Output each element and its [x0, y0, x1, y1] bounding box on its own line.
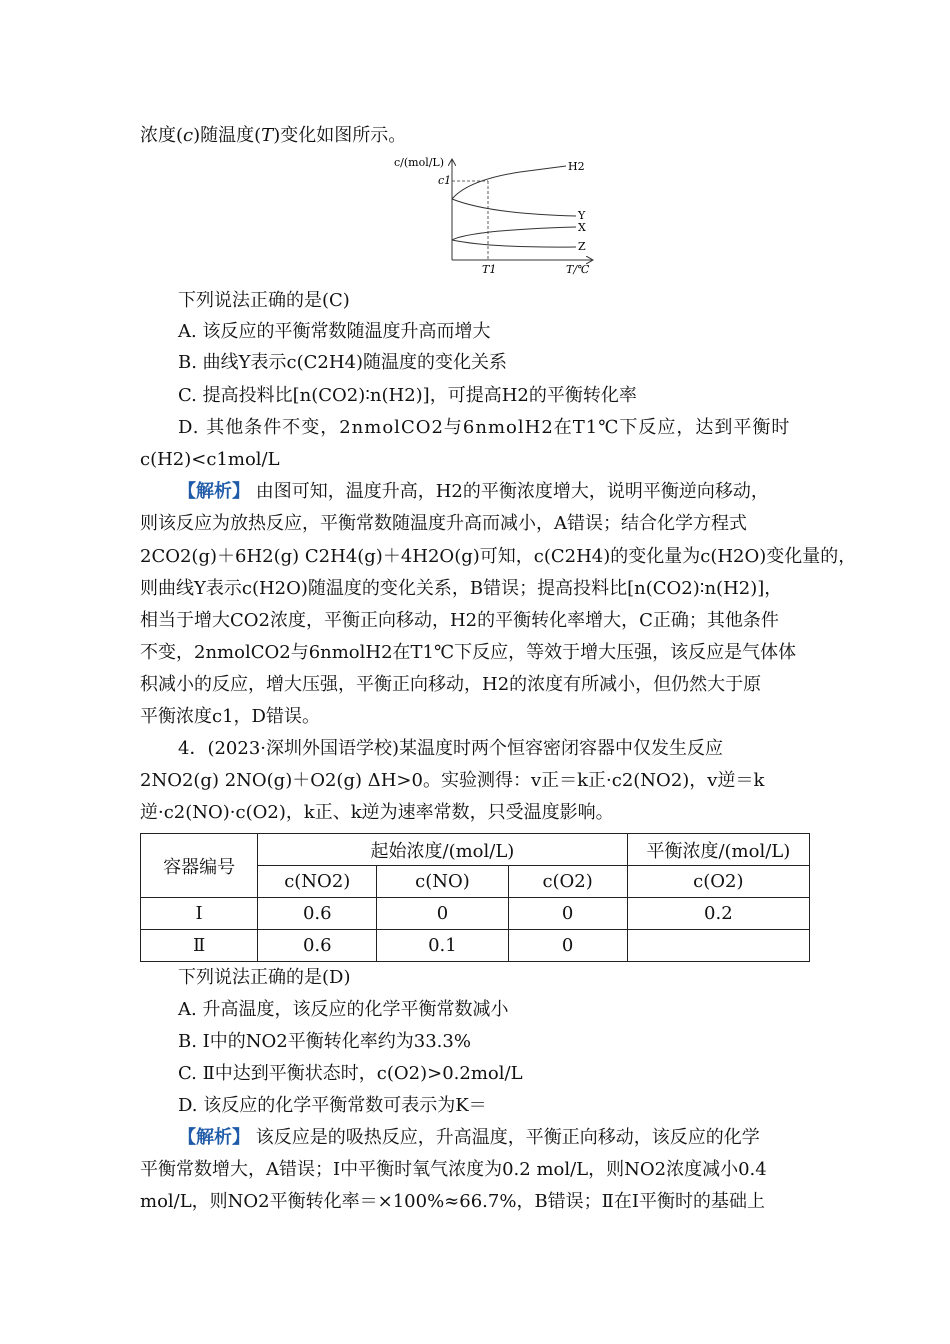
q3-analysis-line6: 不变，2nmolCO2与6nmolH2在T1℃下反应，等效于增大压强，该反应是气体体	[140, 642, 797, 663]
q3-analysis-line8: 平衡浓度c1，D错误。	[140, 706, 320, 727]
q4-stem-line1: 4．(2023·深圳外国语学校)某温度时两个恒容密闭容器中仅发生反应	[178, 738, 724, 759]
curve-x	[452, 227, 576, 240]
th-sub-o2: c(O2)	[508, 866, 627, 898]
q4-option-b: B. Ⅰ中的NO2平衡转化率约为33.3%	[178, 1031, 471, 1052]
th-initial: 起始浓度/(mol/L)	[258, 834, 628, 866]
q4-option-d: D. 该反应的化学平衡常数可表示为K＝	[178, 1095, 487, 1116]
table-row	[141, 930, 810, 962]
cell: 0.6	[258, 898, 377, 930]
q4-analysis-line1	[178, 1126, 760, 1150]
cell: 0.6	[258, 930, 377, 962]
q4-stem-line2: 2NO2(g) 2NO(g)＋O2(g) ΔH>0。实验测得：v正＝k正·c2(NO2)，v逆＝k	[140, 770, 765, 791]
concentration-table	[140, 833, 810, 962]
cell	[627, 930, 809, 962]
q3-analysis-line1	[178, 480, 769, 504]
curve-y	[452, 199, 576, 216]
q3-analysis-line7: 积减小的反应，增大压强，平衡正向移动，H2的浓度有所减小，但仍然大于原	[140, 674, 762, 695]
cell: Ⅰ	[141, 898, 258, 930]
q4-stem: 下列说法正确的是(D)	[178, 967, 351, 988]
cell: 0	[508, 898, 627, 930]
cell: Ⅱ	[141, 930, 258, 962]
q3-option-d-line2: c(H2)<c1mol/L	[140, 449, 280, 470]
q3-analysis-text1: 由图可知，温度升高，H2的平衡浓度增大，说明平衡逆向移动，	[255, 481, 769, 502]
cell: 0.1	[377, 930, 508, 962]
x-axis-label: T/℃	[566, 263, 590, 276]
th-container: 容器编号	[141, 834, 258, 898]
label-z: Z	[578, 240, 586, 253]
q3-analysis-line5: 相当于增大CO2浓度，平衡正向移动，H2的平衡转化率增大，C正确；其他条件	[140, 610, 779, 631]
q3-option-b: B. 曲线Y表示c(C2H4)随温度的变化关系	[178, 352, 508, 373]
cell: 0.2	[627, 898, 809, 930]
q3-option-a: A. 该反应的平衡常数随温度升高而增大	[178, 321, 491, 342]
concentration-temperature-graph	[380, 152, 620, 282]
q3-analysis-line2: 则该反应为放热反应，平衡常数随温度升高而减小，A错误；结合化学方程式	[140, 513, 747, 534]
curve-z	[452, 240, 576, 247]
q3-analysis-line3: 2CO2(g)＋6H2(g) C2H4(g)＋4H2O(g)可知，c(C2H4)的变化量为c(H2O)变化量的，	[140, 546, 857, 567]
t1-label: T1	[482, 263, 497, 276]
intro-text: 浓度(c)随温度(T)变化如图所示。	[140, 125, 407, 146]
q4-analysis-line3: mol/L，则NO2平衡转化率＝×100%≈66.7%，B错误；Ⅱ在Ⅰ平衡时的基础上	[140, 1191, 766, 1212]
q4-analysis-text1: 该反应是的吸热反应，升高温度，平衡正向移动，该反应的化学	[255, 1127, 760, 1148]
analysis-tag: 【解析】	[178, 1127, 250, 1148]
analysis-tag: 【解析】	[178, 481, 250, 502]
th-sub-no: c(NO)	[377, 866, 508, 898]
q3-stem: 下列说法正确的是(C)	[178, 290, 350, 311]
c1-label: c1	[438, 174, 452, 187]
label-y: Y	[578, 209, 586, 222]
q4-analysis-line2: 平衡常数增大，A错误；Ⅰ中平衡时氧气浓度为0.2 mol/L，则NO2浓度减小0.4	[140, 1159, 767, 1180]
table-row	[141, 898, 810, 930]
curve-h2	[452, 166, 566, 199]
th-sub-o2-eq: c(O2)	[627, 866, 809, 898]
y-axis-label: c/(mol/L)	[394, 156, 445, 169]
cell: 0	[508, 930, 627, 962]
q3-option-d-line1: D. 其他条件不变，2nmolCO2与6nmolH2在T1℃下反应，达到平衡时	[178, 417, 791, 438]
q3-option-c: C. 提高投料比[n(CO2)∶n(H2)]，可提高H2的平衡转化率	[178, 385, 637, 406]
th-sub-no2: c(NO2)	[258, 866, 377, 898]
q4-stem-line3: 逆·c2(NO)·c(O2)，k正、k逆为速率常数，只受温度影响。	[140, 802, 614, 823]
th-equilibrium: 平衡浓度/(mol/L)	[627, 834, 809, 866]
label-x: X	[578, 221, 586, 234]
label-h2: H2	[568, 160, 585, 173]
q3-analysis-line4: 则曲线Y表示c(H2O)随温度的变化关系，B错误；提高投料比[n(CO2)∶n(H2)]，	[140, 578, 783, 599]
q4-option-a: A. 升高温度，该反应的化学平衡常数减小	[178, 999, 509, 1020]
q4-option-c: C. Ⅱ中达到平衡状态时，c(O2)>0.2mol/L	[178, 1063, 523, 1084]
cell: 0	[377, 898, 508, 930]
